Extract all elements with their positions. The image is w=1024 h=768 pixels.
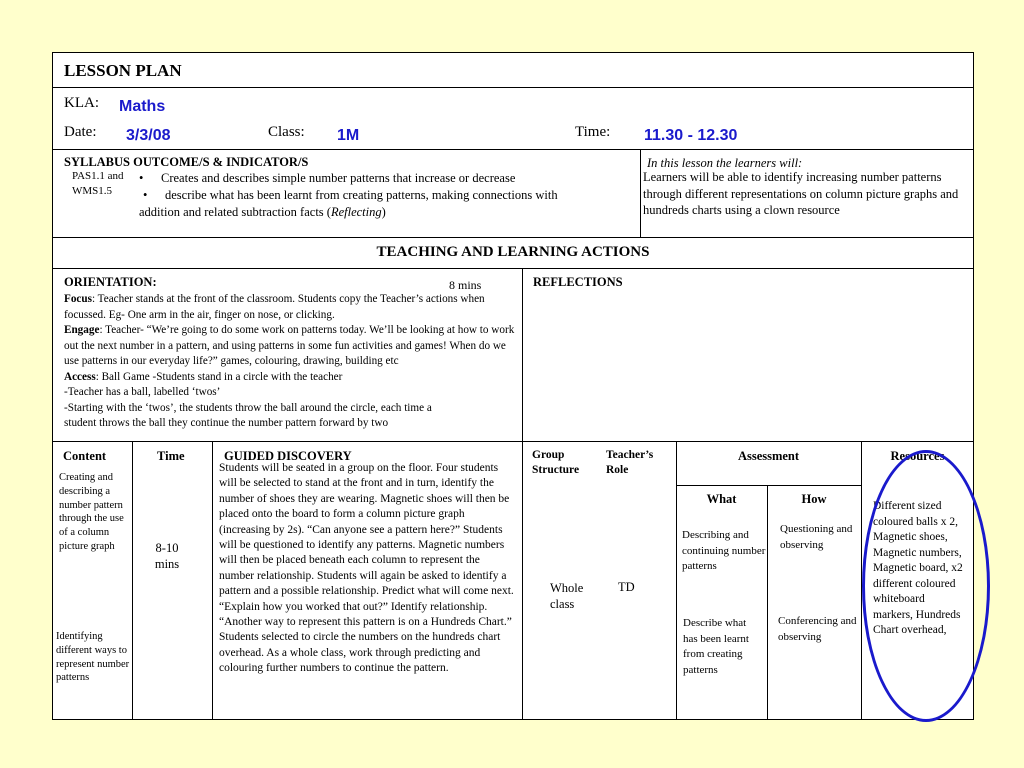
access-text: : Ball Game -Students stand in a circle with the teacher bbox=[95, 370, 343, 383]
teaching-heading: TEACHING AND LEARNING ACTIONS bbox=[376, 244, 650, 260]
rule bbox=[52, 268, 974, 269]
class-value: 1M bbox=[337, 127, 360, 144]
kla-value: Maths bbox=[119, 98, 166, 115]
syllabus-bullet-end: ) bbox=[381, 205, 386, 219]
orientation-duration: 8 mins bbox=[449, 278, 482, 292]
focus-text: : Teacher stands at the front of the classroom. Students copy the Teacher’s actions when focussed. Eg- One arm in the air, finger on nose, or clicking. bbox=[64, 293, 485, 321]
date-label: Date: bbox=[64, 124, 97, 140]
learners-heading: In this lesson the learners will: bbox=[647, 156, 803, 170]
how-text-1: Questioning and observing bbox=[780, 523, 853, 551]
orientation-heading: ORIENTATION: bbox=[64, 275, 157, 289]
group-heading: Group Structure bbox=[532, 449, 580, 476]
syllabus-code: WMS1.5 bbox=[72, 185, 113, 197]
access-paragraph bbox=[64, 370, 516, 386]
focus-label: Focus bbox=[64, 293, 92, 305]
kla-label: KLA: bbox=[64, 95, 99, 111]
rule bbox=[212, 441, 213, 720]
access-line: -Teacher has a ball, labelled ‘twos’ bbox=[64, 386, 221, 398]
rule bbox=[676, 485, 861, 486]
reflections-heading: REFLECTIONS bbox=[533, 275, 623, 289]
teacher-value: TD bbox=[618, 580, 635, 594]
content-text-2: Identifying different ways to represent number patterns bbox=[56, 631, 130, 684]
group-value: Whole class bbox=[550, 581, 584, 611]
rule bbox=[640, 149, 641, 237]
rule bbox=[52, 237, 974, 238]
content-heading: Content bbox=[63, 449, 107, 463]
resources-text: Different sized coloured balls x 2, Magnetic shoes, Magnetic numbers, Magnetic board, x2 different coloured whiteboard markers, Hundreds Chart overhead, bbox=[873, 500, 963, 636]
rule bbox=[52, 149, 974, 150]
page-title: LESSON PLAN bbox=[64, 61, 182, 80]
rule bbox=[522, 268, 523, 720]
engage-label: Engage bbox=[64, 324, 100, 336]
time-value: 11.30 - 12.30 bbox=[644, 127, 738, 144]
what-heading: What bbox=[706, 492, 737, 506]
rule bbox=[52, 441, 974, 442]
syllabus-heading: SYLLABUS OUTCOME/S & INDICATOR/S bbox=[64, 155, 309, 169]
focus-paragraph bbox=[64, 292, 516, 323]
time-value-cell: 8-10 mins bbox=[154, 541, 180, 571]
class-label: Class: bbox=[268, 124, 305, 140]
syllabus-bullet: describe what has been learnt from creating patterns, making connections with bbox=[165, 188, 558, 202]
syllabus-code: PAS1.1 and bbox=[72, 170, 124, 182]
how-text-2: Conferencing and observing bbox=[778, 615, 857, 643]
guided-text: Students will be seated in a group on the floor. Four students will be selected to stand at the front and in turn, identify the number of shoes they are wearing. Magnetic shoes will then be placed onto the board to form a column picture graph (increasing by 2s). “Can anyone see a pattern here?” Students will be questioned to identify any patterns. Magnetic numbers will then be placed beneath each column to represent the number relationship. Students will again be asked to identify a pattern and a possible relationship. Predict what will come next. “Explain how you worked that out?” Identify relationship. “Another way to represent this pattern is on a Hundreds Chart.” Students selected to circle the numbers on the hundreds chart overhead. As a whole class, work through predicting and colouring further numbers to continue the pattern. bbox=[219, 462, 514, 675]
rule bbox=[767, 485, 768, 720]
rule bbox=[676, 441, 677, 720]
syllabus-bullet-italic: Reflecting bbox=[330, 205, 382, 219]
date-value: 3/3/08 bbox=[126, 127, 171, 144]
teacher-heading: Teacher’s Role bbox=[606, 449, 654, 476]
what-text-2: Describe what has been learnt from creating patterns bbox=[683, 617, 749, 676]
bullet-icon: • bbox=[139, 171, 144, 185]
access-label: Access bbox=[64, 370, 96, 383]
assessment-heading: Assessment bbox=[737, 449, 800, 463]
resources-heading: Resources bbox=[890, 449, 945, 463]
learners-text: Learners will be able to identify increasing number patterns through different representations on column picture graphs and hundreds charts using a clown resource bbox=[643, 170, 959, 217]
orientation-body bbox=[64, 292, 516, 441]
syllabus-bullet-cont bbox=[139, 205, 386, 220]
bullet-icon: • bbox=[143, 188, 148, 202]
how-heading: How bbox=[801, 492, 827, 506]
access-line: -Starting with the ‘twos’, the students throw the ball around the circle, each time a bbox=[64, 401, 432, 414]
content-text-1: Creating and describing a number pattern through the use of a column picture graph bbox=[59, 472, 124, 552]
what-text-1: Describing and continuing number patterns bbox=[682, 529, 766, 572]
engage-paragraph bbox=[64, 323, 516, 370]
guided-heading: GUIDED DISCOVERY bbox=[224, 449, 352, 463]
engage-text: : Teacher- “We’re going to do some work on patterns today. We’ll be looking at how to work out the next number in a pattern, and using patterns in some fun activities and games! When do we use patterns in our everyday life?” games, colouring, drawing, building etc bbox=[64, 324, 515, 367]
syllabus-bullet-text: addition and related subtraction facts ( bbox=[139, 205, 331, 219]
access-line: student throws the ball they continue the number pattern forward by two bbox=[64, 417, 389, 429]
time-label: Time: bbox=[575, 124, 611, 140]
highlight-circle bbox=[862, 450, 990, 722]
rule bbox=[52, 87, 974, 88]
syllabus-bullet: Creates and describes simple number patterns that increase or decrease bbox=[161, 171, 516, 185]
time-heading: Time bbox=[157, 449, 185, 463]
